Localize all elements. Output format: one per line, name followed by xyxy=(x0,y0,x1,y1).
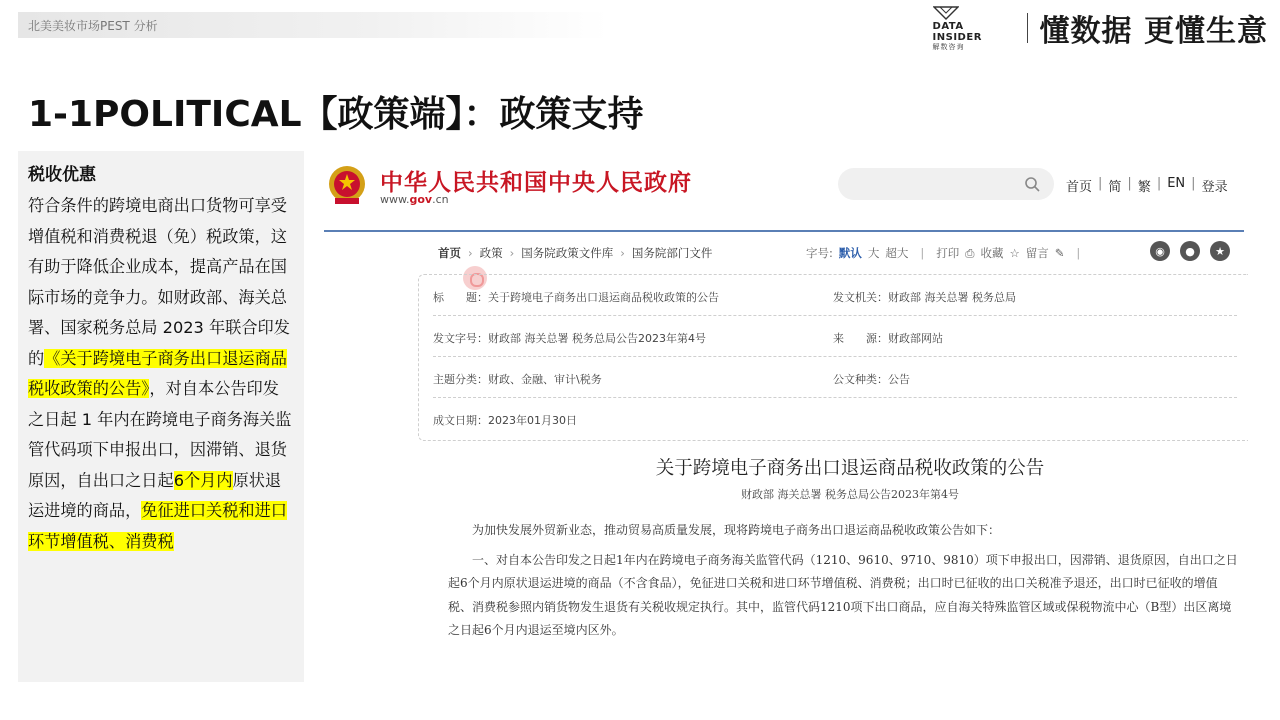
divider: | xyxy=(1156,176,1162,191)
nav-link-english[interactable]: EN xyxy=(1167,176,1186,191)
metadata-value: 财政、金融、审计\税务 xyxy=(488,373,602,386)
chevron-right-icon: › xyxy=(509,246,515,260)
document-title: 关于跨境电子商务出口退运商品税收政策的公告 xyxy=(655,458,1045,479)
metadata-key: 成文日期： xyxy=(433,414,488,427)
gov-website-screenshot xyxy=(320,150,1270,680)
header-divider xyxy=(324,230,1244,232)
metadata-value: 2023年01月30日 xyxy=(488,414,577,427)
metadata-key: 发文机关： xyxy=(833,291,888,304)
metadata-key: 主题分类： xyxy=(433,373,488,386)
font-size-default[interactable]: 默认 xyxy=(838,246,862,260)
url-prefix: www. xyxy=(380,193,410,206)
gov-breadcrumb xyxy=(438,245,712,261)
nav-link-home[interactable]: 首页 xyxy=(1066,180,1093,195)
url-suffix: .cn xyxy=(432,193,449,206)
metadata-cell xyxy=(433,371,602,387)
highlight-text: 《关于跨境电子商务出口退运商品税收政策的公告》 xyxy=(28,348,287,398)
divider: | xyxy=(1191,176,1196,191)
metadata-key: 公文种类： xyxy=(833,373,888,386)
metadata-value: 财政部 海关总署 税务总局 xyxy=(888,291,1016,304)
weibo-icon[interactable]: ◉ xyxy=(1150,241,1170,261)
left-text-panel xyxy=(18,151,304,682)
article-tools xyxy=(806,245,1086,261)
metadata-row xyxy=(433,275,1237,316)
comment-button[interactable]: 留言 xyxy=(1025,246,1049,260)
divider: | xyxy=(1127,176,1132,191)
chevron-right-icon: › xyxy=(468,246,473,260)
brand-divider xyxy=(1027,13,1028,43)
divider: | xyxy=(1076,246,1081,260)
wechat-icon[interactable]: ● xyxy=(1180,241,1200,261)
breadcrumb-dept-docs[interactable]: 国务院部门文件 xyxy=(631,246,713,260)
divider: | xyxy=(1098,176,1103,191)
metadata-key: 标 题： xyxy=(433,291,488,304)
top-nav-links xyxy=(1066,176,1228,195)
page-title: 1-1POLITICAL【政策端】：政策支持 xyxy=(28,94,644,135)
favorite-button[interactable]: 收藏 xyxy=(980,246,1004,260)
metadata-cell xyxy=(433,289,719,305)
font-size-xlarge[interactable]: 超大 xyxy=(885,246,909,260)
nav-link-login[interactable]: 登录 xyxy=(1201,180,1228,195)
printer-icon[interactable]: ⎙ xyxy=(965,245,975,260)
search-icon[interactable] xyxy=(1024,176,1040,192)
metadata-row xyxy=(433,357,1237,398)
panel-text: 符合条件的跨境电商出口货物可享受增值税和消费税退（免）税政策，这有助于降低企业成本，提高产品在国际市场的竞争力。如财政部、海关总署、国家税务总局 2023 年联合印发的 xyxy=(28,196,290,368)
highlight-text: 免征进口关税和进口环节增值税、消费税 xyxy=(28,501,287,551)
url-domain: gov xyxy=(409,193,433,206)
metadata-key: 来 源： xyxy=(833,332,888,345)
breadcrumb-policy[interactable]: 政策 xyxy=(479,246,503,260)
breadcrumb-home[interactable]: 首页 xyxy=(438,246,461,260)
breadcrumb-library[interactable]: 国务院政策文件库 xyxy=(521,246,614,260)
metadata-value: 财政部 海关总署 税务总局公告2023年第4号 xyxy=(488,332,706,345)
font-size-label: 字号: xyxy=(806,246,833,260)
highlight-text: 6个月内 xyxy=(173,470,233,490)
logo-cn-text: 解数咨询 xyxy=(932,43,965,51)
national-emblem-icon xyxy=(326,164,368,208)
metadata-row xyxy=(433,398,1237,439)
metadata-cell xyxy=(833,289,1016,305)
brand-header xyxy=(932,8,1268,51)
metadata-cell xyxy=(433,330,706,346)
font-size-large[interactable]: 大 xyxy=(867,246,880,260)
logo-triangle-icon xyxy=(933,5,959,21)
metadata-key: 发文字号： xyxy=(433,332,488,345)
panel-heading: 税收优惠 xyxy=(28,165,96,185)
document-number: 财政部 海关总署 税务总局公告2023年第4号 xyxy=(741,488,959,501)
panel-text: ，对自本公告印发之日起 1 年内在跨境电子商务海关监管代码项下申报出口，因滞销、退货原因，自出口之日起 xyxy=(28,379,292,490)
gov-site-url xyxy=(380,193,449,206)
metadata-cell xyxy=(833,371,910,387)
divider: | xyxy=(920,246,925,260)
document-body xyxy=(448,519,1238,643)
breadcrumb: 北美美妆市场PEST 分析 xyxy=(28,19,158,33)
search-input[interactable] xyxy=(838,168,1054,200)
nav-link-traditional[interactable]: 繁 xyxy=(1137,180,1151,195)
metadata-cell xyxy=(433,412,577,428)
metadata-value: 关于跨境电子商务出口退运商品税收政策的公告 xyxy=(488,291,719,304)
panel-text: 原状退运进境的商品， xyxy=(28,470,282,520)
document-paragraph: 为加快发展外贸新业态，推动贸易高质量发展，现将跨境电子商务出口退运商品税收政策公告如下： xyxy=(472,523,1001,537)
gov-site-name[interactable]: 中华人民共和国中央人民政府 xyxy=(380,170,692,196)
metadata-cell xyxy=(833,330,943,346)
document-metadata-table xyxy=(418,274,1248,441)
brand-slogan: 懂数据 更懂生意 xyxy=(1039,14,1268,49)
favorite-star-icon[interactable]: ★ xyxy=(1210,241,1230,261)
print-button[interactable]: 打印 xyxy=(936,246,960,260)
data-insider-logo xyxy=(933,5,1017,51)
chevron-right-icon: › xyxy=(620,246,625,260)
document-paragraph: 一、对自本公告印发之日起1年内在跨境电子商务海关监管代码（1210、9610、9710、9810）项下申报出口，因滞销、退货原因，自出口之日起6个月内原状退运进境的商品（不含食品），免征进口关税和进口环节增值税、消费税；出口时已征收的出口关税准予退还，出口时已征收的增值税、消费税参照内销货物发生退货有关税收规定执行。其中，监管代码1210项下出口商品，应自海关特殊监管区域或保税物流中心（B型）出区离境之日起6个月内退运至境内区外。 xyxy=(448,552,1238,637)
metadata-value: 财政部网站 xyxy=(888,332,943,345)
logo-text: DATA INSIDER xyxy=(932,21,982,43)
pencil-icon[interactable]: ✎ xyxy=(1054,246,1065,260)
metadata-row xyxy=(433,316,1237,357)
share-buttons xyxy=(1150,241,1230,261)
metadata-value: 公告 xyxy=(888,373,910,386)
nav-link-simplified[interactable]: 简 xyxy=(1108,180,1122,195)
panel-body xyxy=(28,191,292,557)
top-banner xyxy=(18,12,608,38)
star-icon[interactable]: ☆ xyxy=(1009,246,1020,260)
